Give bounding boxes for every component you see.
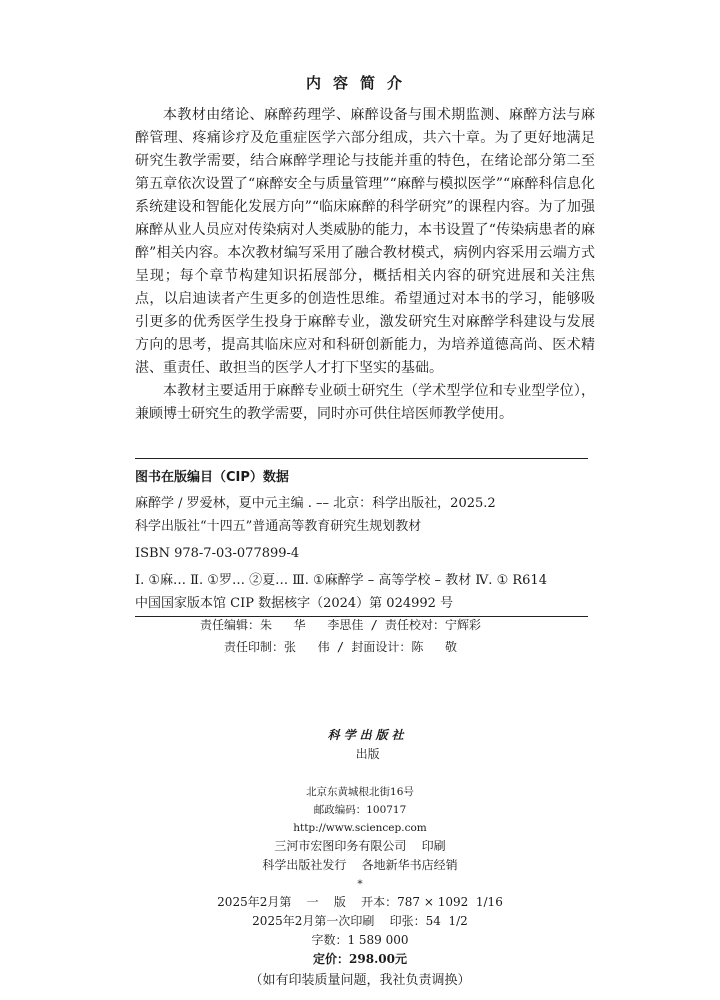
edition-line-2: 2025年2月第一次印刷 印张：54 1/2 (252, 914, 468, 928)
printer-line: 三河市宏图印务有限公司 印刷 (274, 839, 446, 853)
editors-line-1: 责任编辑：朱 华 李思佳 / 责任校对：宁辉彩 (200, 618, 482, 632)
cip-block (135, 458, 588, 617)
publisher-block (0, 707, 720, 990)
word-count: 字数：1 589 000 (311, 933, 409, 947)
publisher-suffix: 出版 (355, 747, 380, 761)
editors-block (200, 614, 530, 658)
cip-isbn: ISBN 978-7-03-077899-4 (135, 546, 300, 561)
cip-title: 图书在版编目（CIP）数据 (135, 470, 289, 485)
cip-record: 中国国家版本馆 CIP 数据核字（2024）第 024992 号 (135, 596, 454, 611)
cip-author-line: 麻醉学 / 罗爱林，夏中元主编 . –– 北京：科学出版社，2025.2 (135, 496, 496, 511)
publisher-name (0, 707, 720, 783)
distribution-line: 科学出版社发行 各地新华书店经销 (262, 858, 458, 872)
publisher-postcode: 邮政编码：100717 (313, 804, 407, 816)
intro-paragraph-1: 本教材由绪论、麻醉药理学、麻醉设备与围术期监测、麻醉方法与麻醉管理、疼痛诊疗及危重症医学六部分组成，共六十章。为了更好地满足研究生教学需要，结合麻醉学理论与技能并重的特色，在绪论部分第二至第五章依次设置了“麻醉安全与质量管理”“麻醉与模拟医学”“麻醉科信息化系统建设和智能化发展方向”“临床麻醉的科学研究”的课程内容。为了加强麻醉从业人员应对传染病对人类威胁的能力，本书设置了“传染病患者的麻醉”相关内容。本次教材编写采用了融合教材模式，病例内容采用云端方式呈现；每个章节构建知识拓展部分，概括相关内容的研究进展和关注焦点，以启迪读者产生更多的创造性思维。希望通过对本书的学习，能够吸引更多的优秀医学生投身于麻醉专业，激发研究生对麻醉学科建设与发展方向的思考，提高其临床应对和科研创新能力，为培养道德高尚、医术精湛、重责任、敢担当的医学人才打下坚实的基础。 (135, 107, 595, 376)
publisher-website: http://www.sciencep.com (293, 822, 427, 834)
intro-section (135, 104, 595, 426)
publisher-logo-text: 科学出版社 (327, 728, 408, 742)
quality-notice: （如有印装质量问题，我社负责调换） (249, 973, 471, 988)
edition-line-1: 2025年2月第 一 版 开本：787 × 1092 1/16 (217, 895, 503, 909)
price: 定价：298.00元 (313, 952, 407, 966)
publisher-address: 北京东黄城根北街16号 (306, 786, 414, 798)
editors-line-2: 责任印制：张 伟 / 封面设计：陈 敬 (224, 640, 458, 654)
intro-paragraph-2: 本教材主要适用于麻醉专业硕士研究生（学术型学位和专业型学位），兼顾博士研究生的教学需要，同时亦可供住培医师教学使用。 (135, 383, 595, 422)
separator: * (357, 878, 363, 890)
cip-classification: Ⅰ. ①麻… Ⅱ. ①罗… ②夏… Ⅲ. ①麻醉学 – 高等学校 – 教材 Ⅳ. ① R614 (135, 573, 547, 588)
cip-series-line: 科学出版社“十四五”普通高等教育研究生规划教材 (135, 519, 422, 534)
intro-title: 内容简介 (305, 74, 414, 92)
